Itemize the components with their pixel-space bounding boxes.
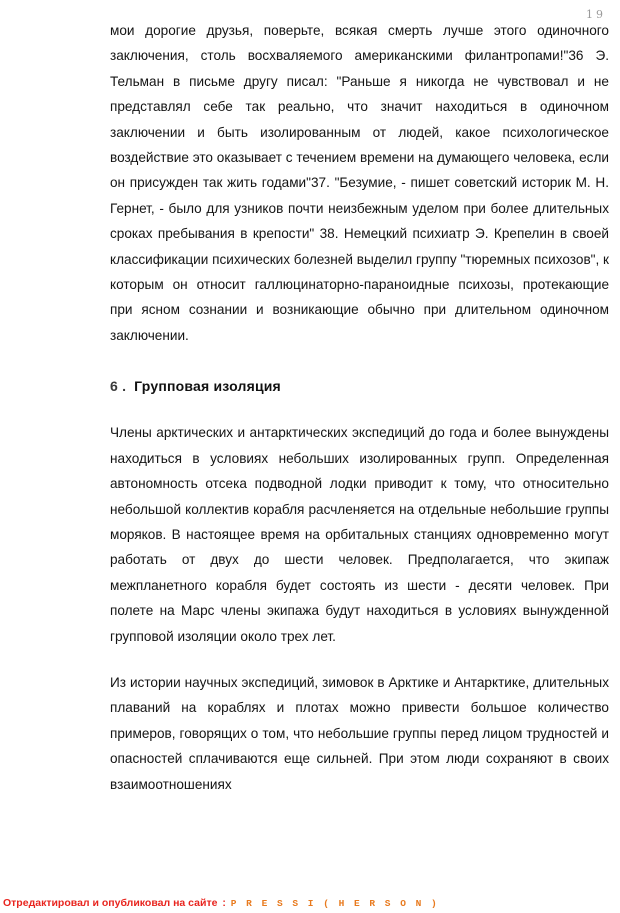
paragraph-expedition-history: Из истории научных экспедиций, зимовок в Арктике и Антарктике, длительных плаваний на кораблях и плотах можно привести большое количество примеров, говорящих о том, что небольшие группы перед лицом трудностей и опасностей сплачиваются еще сильней. При этом люди сохраняют в своих взаимоотношениях bbox=[110, 674, 609, 792]
footer-credit bbox=[3, 897, 439, 909]
section-heading bbox=[110, 378, 609, 394]
text-block bbox=[110, 18, 609, 797]
footer-credit-colon: : bbox=[222, 897, 226, 909]
section-heading-number: 6 . bbox=[110, 378, 127, 395]
page-number: 19 bbox=[586, 8, 606, 21]
paragraph-group-isolation: Члены арктических и антарктических экспедиций до года и более вынуждены находиться в условиях небольших изолированных групп. Определенная автономность отсека подводной лодки приводит к тому, что относительно небольшой коллектив корабля расчленяется на отдельные небольшие группы моряков. В настоящее время на орбитальных станциях одновременно могут работать от двух до шести человек. Предполагается, что экипаж межпланетного корабля будет состоять из шести - десяти человек. При полете на Марс члены экипажа будут находиться в условиях вынужденной групповой изоляции около трех лет. bbox=[110, 425, 609, 644]
footer-brand-text: P R E S S I ( H E R S O N ) bbox=[230, 898, 439, 909]
footer-credit-text: Отредактировал и опубликовал на сайте bbox=[3, 897, 218, 909]
paragraph-solitary-confinement: мои дорогие друзья, поверьте, всякая смерть лучше этого одиночного заключения, столь восхваляемого американскими филантропами!"36 Э. Тельман в письме другу писал: "Раньше я никогда не чувствовал и не представлял себе так реально, что значит находиться в одиночном заключении и быть изолированным от людей, какое психологическое воздействие это оказывает с течением времени на думающего человека, если он присужден так жить годами"37. "Безумие, - пишет советский историк М. Н. Гернет, - было для узников почти неизбежным уделом при более длительных сроках пребывания в крепости" 38. Немецкий психиатр Э. Крепелин в своей классификации психических болезней выделил группу "тюремных психозов", к которым он относит галлюцинаторно-параноидные психозы, протекающие при ясном сознании и возникающие обычно при длительном одиночном заключении. bbox=[110, 23, 609, 343]
section-heading-title: Групповая изоляция bbox=[134, 378, 281, 395]
